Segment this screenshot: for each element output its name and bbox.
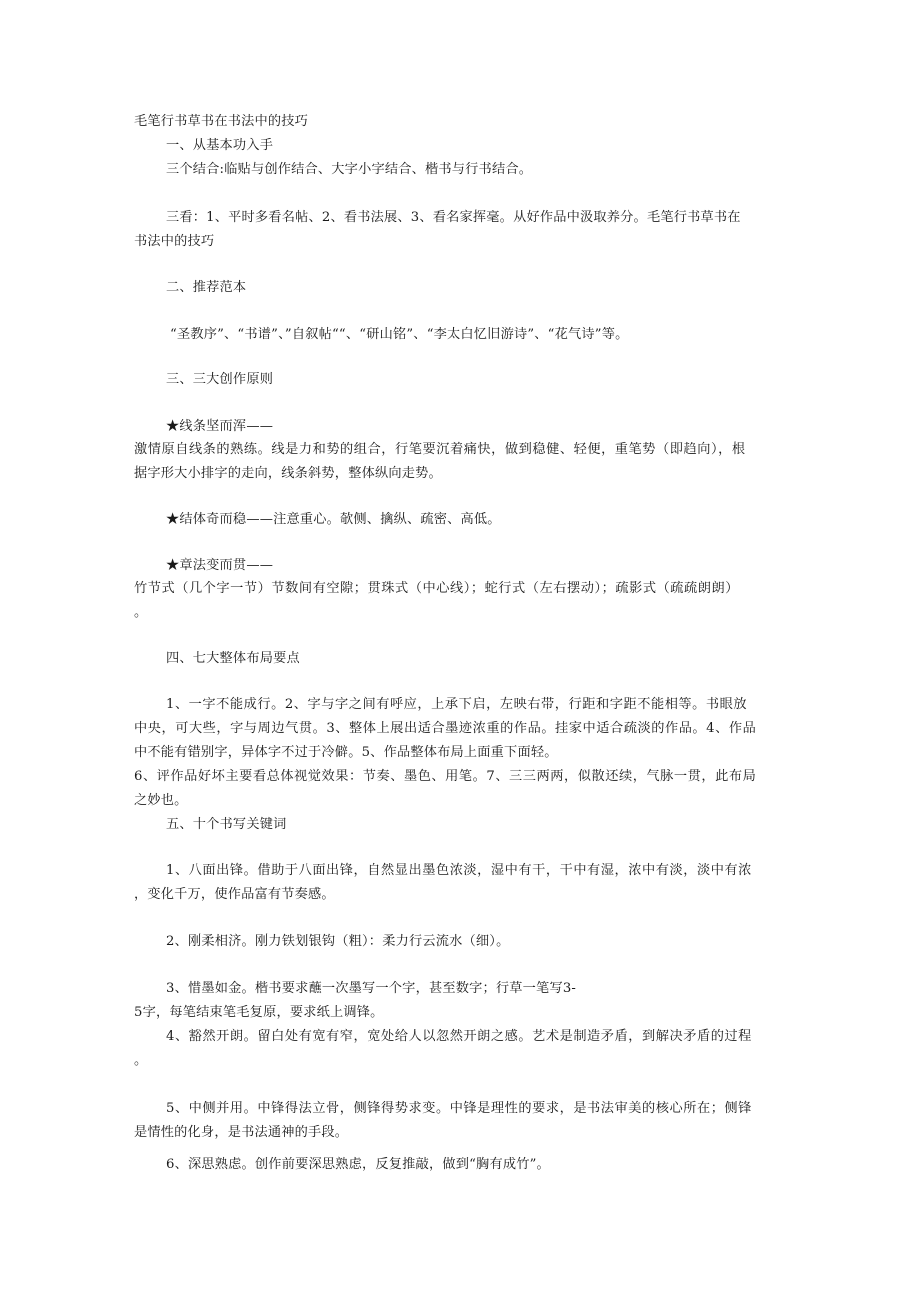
paragraph-line: 中央，可大些，字与周边气贯。3、整体上展出适合墨迹浓重的作品。挂家中适合疏淡的作品。4、作品 xyxy=(134,721,757,736)
paragraph-line: ，变化千万，使作品富有节奏感。 xyxy=(134,887,335,902)
paragraph-line: 3、惜墨如金。楷书要求蘸一次墨写一个字，甚至数字；行草一笔写3- xyxy=(166,981,577,996)
principle-heading: ★线条坚而浑—— xyxy=(166,419,274,434)
paragraph-line: 三看：1、平时多看名帖、2、看书法展、3、看名家挥毫。从好作品中汲取养分。毛笔行书草书在 xyxy=(166,210,741,225)
paragraph-line: 6、深思熟虑。创作前要深思熟虑，反复推敲，做到“胸有成竹”。 xyxy=(166,1157,550,1172)
paragraph-line: 三个结合:临贴与创作结合、大字小字结合、楷书与行书结合。 xyxy=(166,162,533,177)
paragraph-line: 之妙也。 xyxy=(134,793,188,808)
section-heading: 三、三大创作原则 xyxy=(166,372,274,387)
paragraph-line: 1、八面出锋。借助于八面出锋，自然显出墨色浓淡，湿中有干，干中有湿，浓中有淡，淡中有浓 xyxy=(166,863,752,878)
paragraph-line: 5、中侧并用。中锋得法立骨，侧锋得势求变。中锋是理性的要求，是书法审美的核心所在；侧锋 xyxy=(166,1101,752,1116)
document-title: 毛笔行书草书在书法中的技巧 xyxy=(134,114,309,129)
paragraph-line: 5字，每笔结束笔毛复原，要求纸上调锋。 xyxy=(134,1005,384,1020)
section-heading: 二、推荐范本 xyxy=(166,280,247,295)
paragraph-line: 中不能有错别字，异体字不过于冷僻。5、作品整体布局上面重下面轻。 xyxy=(134,745,558,760)
paragraph-line: 激情原自线条的熟练。线是力和势的组合，行笔要沉着痛快，做到稳健、轻便，重笔势（即趋向），根 xyxy=(134,442,746,457)
paragraph-line: “圣教序”、“书谱”、”自叙帖““、“研山铭”、“李太白忆旧游诗”、“花气诗”等。 xyxy=(170,327,629,342)
paragraph-line: 6、评作品好坏主要看总体视觉效果：节奏、墨色、用笔。7、三三两两，似散还续，气脉一贯，此布局 xyxy=(134,769,757,784)
paragraph-line: 书法中的技巧 xyxy=(134,234,215,249)
section-heading: 五、十个书写关键词 xyxy=(166,817,287,832)
paragraph-line: 4、豁然开朗。留白处有宽有窄，宽处给人以忽然开朗之感。艺术是制造矛盾，到解决矛盾的过程 xyxy=(166,1029,752,1044)
paragraph-line: 。 xyxy=(134,605,148,620)
paragraph-line: 1、一字不能成行。2、字与字之间有呼应，上承下启，左映右带，行距和字距不能相等。书眼放 xyxy=(166,697,748,712)
paragraph-line: 。 xyxy=(134,1053,148,1068)
paragraph-line: 据字形大小排字的走向，线条斜势，整体纵向走势。 xyxy=(134,466,442,481)
principle-heading: ★结体奇而稳——注意重心。欹侧、擒纵、疏密、高低。 xyxy=(166,512,501,527)
section-heading: 一、从基本功入手 xyxy=(166,138,274,153)
paragraph-line: 竹节式（几个字一节）节数间有空隙；贯珠式（中心线）；蛇行式（左右摆动）；疏影式（疏疏朗朗） xyxy=(134,581,739,596)
paragraph-line: 2、刚柔相济。刚力铁划银钩（粗）：柔力行云流水（细）。 xyxy=(166,934,510,949)
section-heading: 四、七大整体布局要点 xyxy=(166,651,300,666)
paragraph-line: 是情性的化身，是书法通神的手段。 xyxy=(134,1125,349,1140)
principle-heading: ★章法变而贯—— xyxy=(166,558,274,573)
